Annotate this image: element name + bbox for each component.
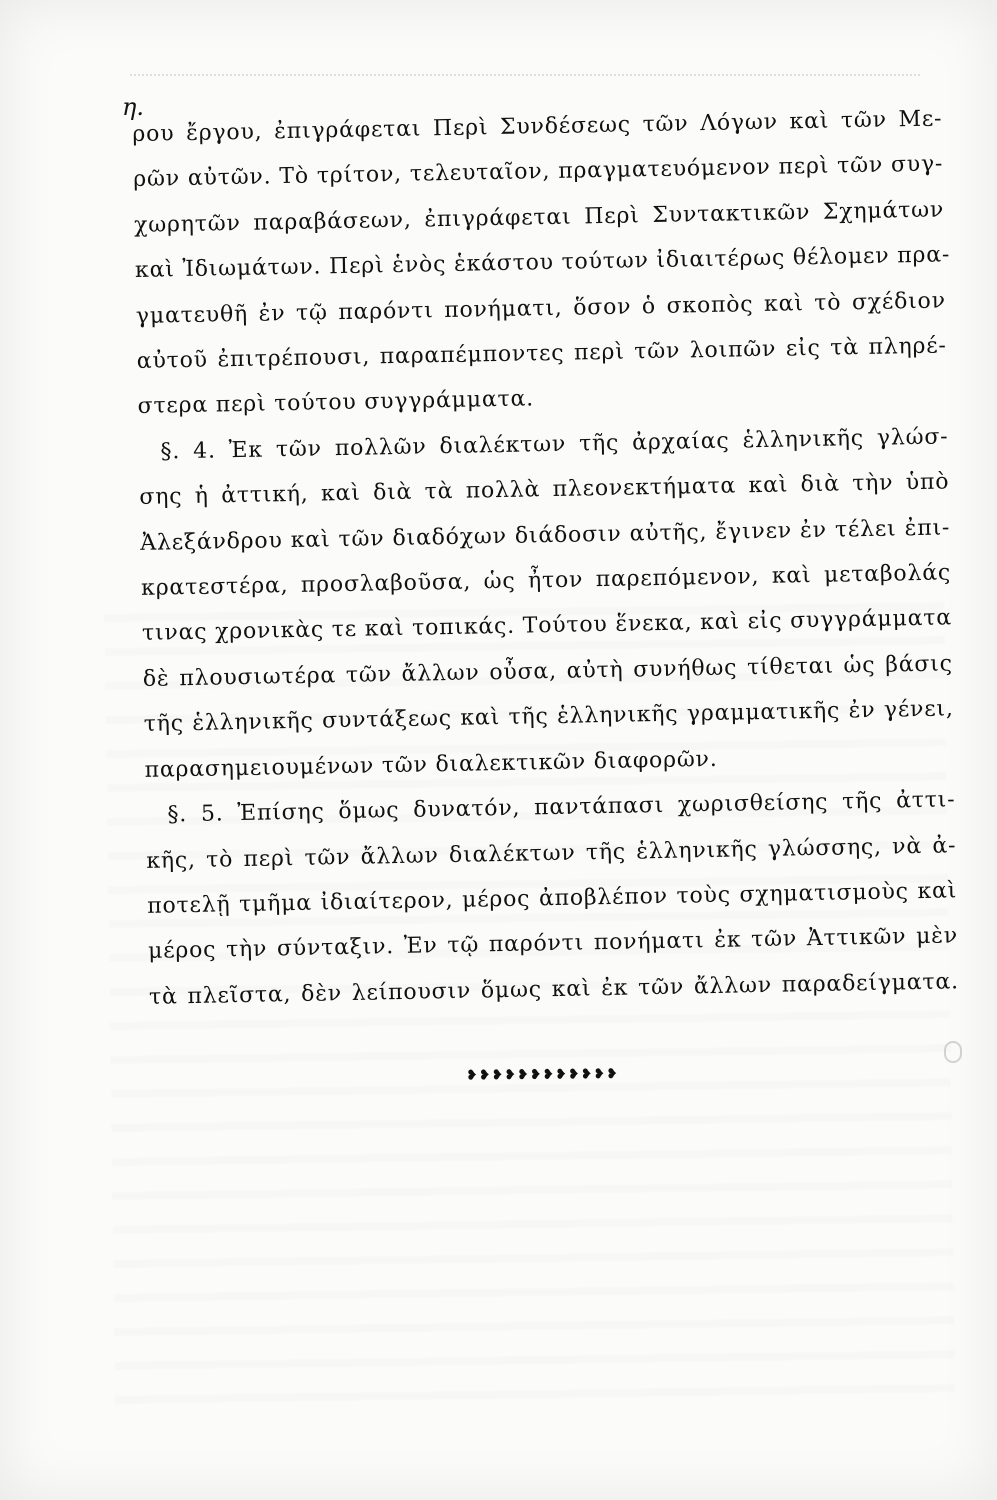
- text-line: τὰ πλεῖστα, δὲν λείπουσιν ὅμως καὶ ἐκ τῶν ἄλλων παραδείγματα.: [148, 969, 960, 1010]
- text-line: κρατεστέρα, προσλαβοῦσα, ὡς ἦτον παρεπόμενον, καὶ μεταβολάς: [140, 560, 952, 601]
- text-line: ποτελῇ τμῆμα ἰδιαίτερον, μέρος ἀποβλέπον τοὺς σχηματισμοὺς καὶ: [147, 878, 958, 919]
- text-line: δὲ πλουσιωτέρα τῶν ἄλλων οὖσα, αὐτὴ συνήθως τίθεται ὡς βάσις: [142, 651, 953, 692]
- text-line: Ἀλεξάνδρου καὶ τῶν διαδόχων διάδοσιν αὐτῆς, ἔγινεν ἐν τέλει ἐπι-: [140, 515, 951, 556]
- text-line: στερα περὶ τούτου συγγράμματα.: [137, 386, 535, 420]
- text-line: γματευθῆ ἐν τῷ παρόντι πονήματι, ὅσον ὁ σκοπὸς καὶ τὸ σχέδιον: [135, 288, 947, 329]
- text-line: κῆς, τὸ περὶ τῶν ἄλλων διαλέκτων τῆς ἑλληνικῆς γλώσσης, νὰ ἀ-: [146, 832, 957, 874]
- paper-edge-mark: [944, 1041, 962, 1063]
- text-line: ρου ἔργου, ἐπιγράφεται Περὶ Συνδέσεως τῶν Λόγων καὶ τῶν Με-: [132, 106, 943, 147]
- text-line: αὐτοῦ ἐπιτρέπουσι, παραπέμποντες περὶ τῶν λοιπῶν εἰς τὰ πληρέ-: [136, 333, 947, 374]
- text-line: καὶ Ἰδιωμάτων. Περὶ ἑνὸς ἑκάστου τούτων ἰδιαιτέρως θέλομεν πρα-: [134, 242, 951, 284]
- text-line: τῆς ἑλληνικῆς συντάξεως καὶ τῆς ἑλληνικῆς γραμματικῆς ἐν γένει,: [143, 696, 954, 738]
- main-text: [132, 96, 959, 1020]
- text-line: χωρητῶν παραβάσεων, ἐπιγράφεται Περὶ Συντακτικῶν Σχημάτων: [133, 197, 945, 238]
- top-bleed-through-band: [130, 74, 920, 86]
- section-ornament: ❥❥❥❥❥❥❥❥❥❥❥❥: [465, 1066, 619, 1084]
- text-line: μέρος τὴν σύνταξιν. Ἐν τῷ παρόντι πονήματι ἐκ τῶν Ἀττικῶν μὲν: [147, 923, 959, 965]
- section-4-start: §. 4. Ἐκ τῶν πολλῶν διαλέκτων τῆς ἀρχαίας ἑλληνικῆς γλώσ-: [160, 424, 949, 465]
- text-line: σης ἡ ἀττική, καὶ διὰ τὰ πολλὰ πλεονεκτήματα καὶ διὰ τὴν ὑπὸ: [139, 469, 950, 511]
- text-line: τινας χρονικὰς τε καὶ τοπικάς. Τούτου ἕνεκα, καὶ εἰς συγγράμματα: [141, 605, 953, 647]
- section-5-start: §. 5. Ἐπίσης ὅμως δυνατόν, παντάπασι χωρισθείσης τῆς ἀττι-: [167, 787, 956, 828]
- text-line: παρασημειουμένων τῶν διαλεκτικῶν διαφορῶν.: [144, 746, 718, 783]
- text-line: ρῶν αὐτῶν. Τὸ τρίτον, τελευταῖον, πραγματευόμενον περὶ τῶν συγ-: [133, 151, 944, 193]
- page-marker: η.: [122, 93, 145, 121]
